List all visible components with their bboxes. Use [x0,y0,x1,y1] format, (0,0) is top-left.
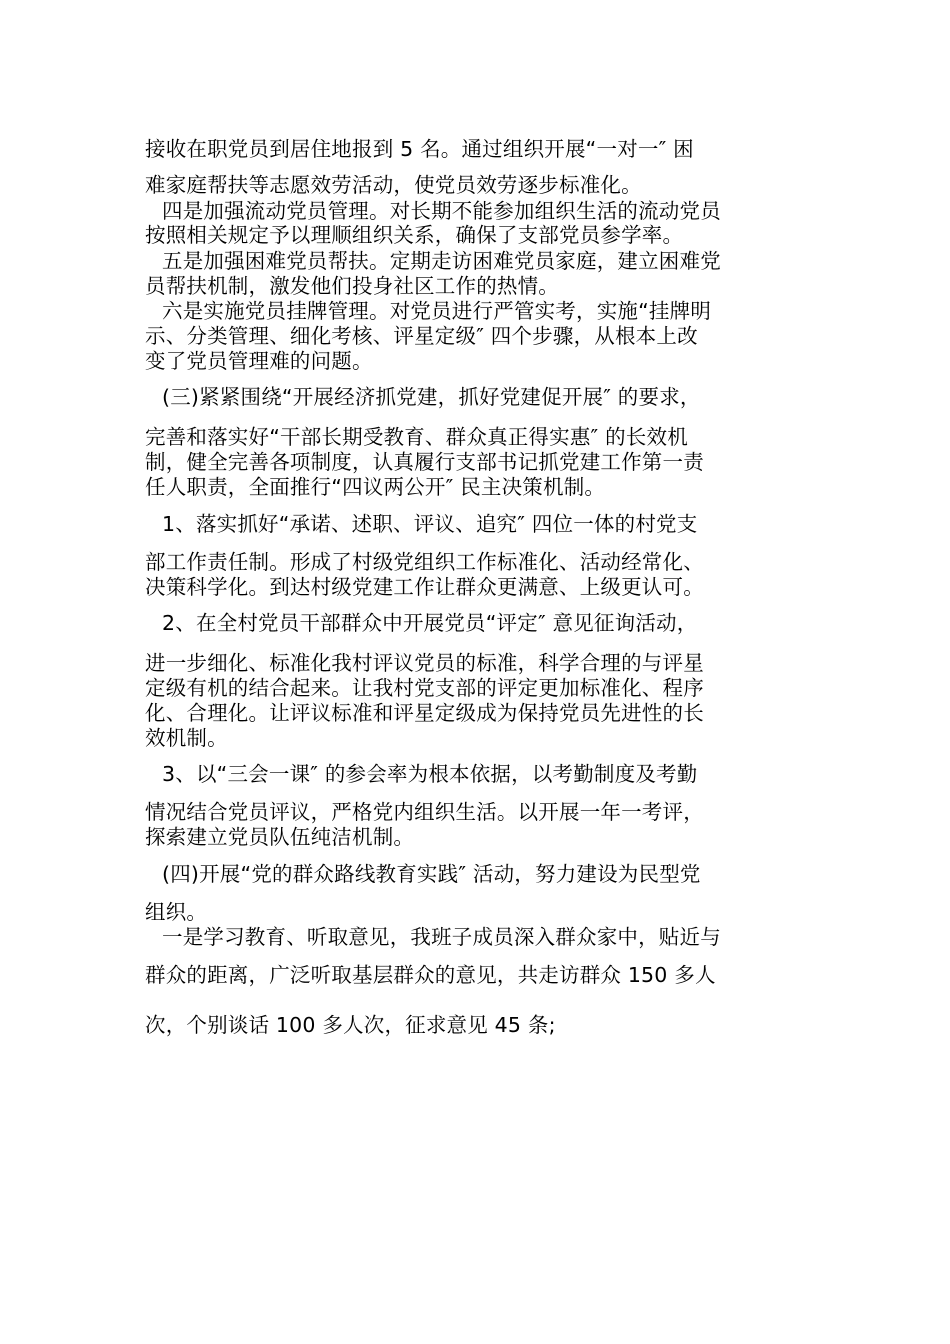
text-line: 变了党员管理难的问题。 [145,349,373,373]
text-line: 3、以“三会一课″ 的参会率为根本依据，以考勤制度及考勤 [162,762,698,786]
text-line: 效机制。 [145,726,228,750]
text-line: 完善和落实好“干部长期受教育、群众真正得实惠″ 的长效机 [145,425,688,449]
text-line: 定级有机的结合起来。让我村党支部的评定更加标准化、程序 [145,676,704,700]
text-line: 次，个别谈话 100 多人次，征求意见 45 条; [145,1013,556,1037]
text-line: 员帮扶机制，激发他们投身社区工作的热情。 [145,274,559,298]
text-line: 决策科学化。到达村级党建工作让群众更满意、上级更认可。 [145,575,704,599]
text-line: 制，健全完善各项制度，认真履行支部书记抓党建工作第一责 [145,450,704,474]
text-line: 一是学习教育、听取意见，我班子成员深入群众家中，贴近与 [162,925,721,949]
text-line: 情况结合党员评议，严格党内组织生活。以开展一年一考评， [145,800,704,824]
text-line: 按照相关规定予以理顺组织关系，确保了支部党员参学率。 [145,223,684,247]
text-line: 接收在职党员到居住地报到 5 名。通过组织开展“一对一″ 困 [145,137,694,161]
text-line: 四是加强流动党员管理。对长期不能参加组织生活的流动党员 [162,199,721,223]
text-line: 2、在全村党员干部群众中开展党员“评定″ 意见征询活动， [162,611,698,635]
text-line: 部工作责任制。形成了村级党组织工作标准化、活动经常化、 [145,550,704,574]
text-line: 五是加强困难党员帮扶。定期走访困难党员家庭，建立困难党 [162,249,721,273]
text-line: 示、分类管理、细化考核、评星定级″ 四个步骤，从根本上改 [145,324,698,348]
text-line: 探索建立党员队伍纯洁机制。 [145,825,415,849]
text-line: 组织。 [145,900,208,924]
text-line: 群众的距离，广泛听取基层群众的意见，共走访群众 150 多人 [145,963,716,987]
text-line: 任人职责，全面推行“四议两公开″ 民主决策机制。 [145,475,606,499]
text-line: 1、落实抓好“承诺、述职、评议、追究″ 四位一体的村党支 [162,512,698,536]
text-line: 化、合理化。让评议标准和评星定级成为保持党员先进性的长 [145,701,704,725]
text-line: 六是实施党员挂牌管理。对党员进行严管实考，实施“挂牌明 [162,299,712,323]
text-line: 进一步细化、标准化我村评议党员的标准，科学合理的与评星 [145,651,704,675]
text-line: (四)开展“党的群众路线教育实践″ 活动，努力建设为民型党 [162,862,701,886]
text-line: 难家庭帮扶等志愿效劳活动，使党员效劳逐步标准化。 [145,173,642,197]
text-line: (三)紧紧围绕“开展经济抓党建，抓好党建促开展″ 的要求， [162,385,701,409]
